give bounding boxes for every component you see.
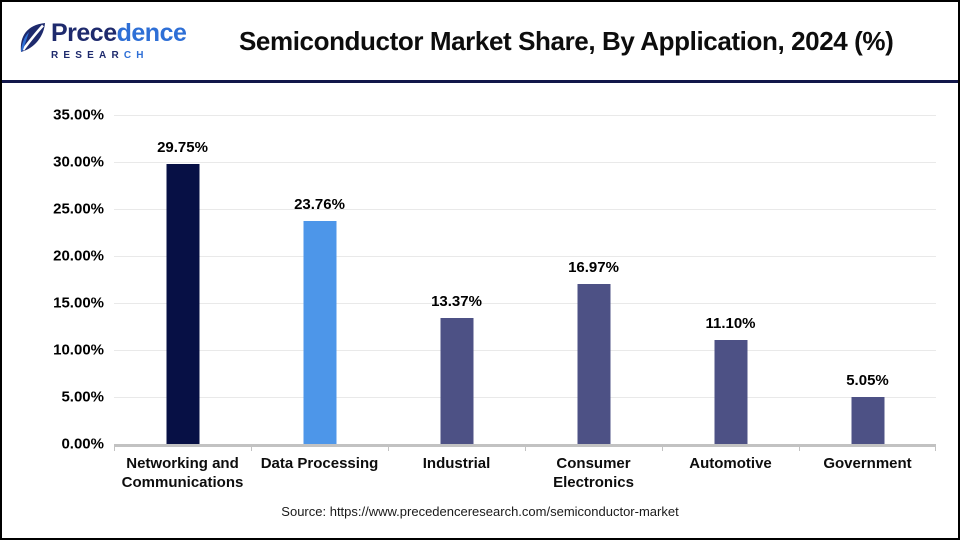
bar-value-label: 5.05% [846,372,889,389]
bar-column [799,115,936,444]
brand-logo [16,21,186,62]
bar [851,397,884,444]
bar [303,221,336,444]
category-label: Consumer Electronics [525,447,662,492]
precedence-leaf-icon [16,21,48,62]
bar-value-label: 11.10% [705,315,756,332]
header-divider [2,80,958,83]
y-tick-label: 25.00% [53,200,104,218]
bar-column [525,115,662,444]
plot-area [114,115,936,444]
bar-column [251,115,388,444]
source-text: Source: https://www.precedenceresearch.com/semiconductor-market [281,504,679,519]
page-title: Semiconductor Market Share, By Application, 2024 (%) [238,25,894,56]
x-axis [114,444,936,492]
y-tick-label: 15.00% [53,294,104,312]
bar-column [114,115,251,444]
y-tick-label: 30.00% [53,153,104,171]
brand-name: Precedence [51,19,187,47]
y-tick-label: 0.00% [61,435,104,453]
bar-value-label: 13.37% [431,293,482,310]
bar-column [662,115,799,444]
category-label: Automotive [662,447,799,492]
bar [440,318,473,444]
bar-value-label: 23.76% [294,196,345,213]
bar-value-label: 16.97% [568,259,619,276]
category-label: Networking and Communications [114,447,251,492]
y-axis [30,106,114,453]
bar [166,164,199,444]
y-tick-label: 20.00% [53,247,104,265]
category-label: Government [799,447,936,492]
category-label: Industrial [388,447,525,492]
y-tick-label: 5.00% [61,388,104,406]
brand-subtitle: RESEARCH [51,50,149,61]
bar-column [388,115,525,444]
bar-value-label: 29.75% [157,139,208,156]
bar-chart [30,106,936,453]
category-label: Data Processing [251,447,388,492]
brand-wordmark [51,21,186,61]
header [2,2,958,80]
y-tick-label: 35.00% [53,106,104,124]
bar [714,340,747,444]
bar [577,284,610,444]
y-tick-label: 10.00% [53,341,104,359]
